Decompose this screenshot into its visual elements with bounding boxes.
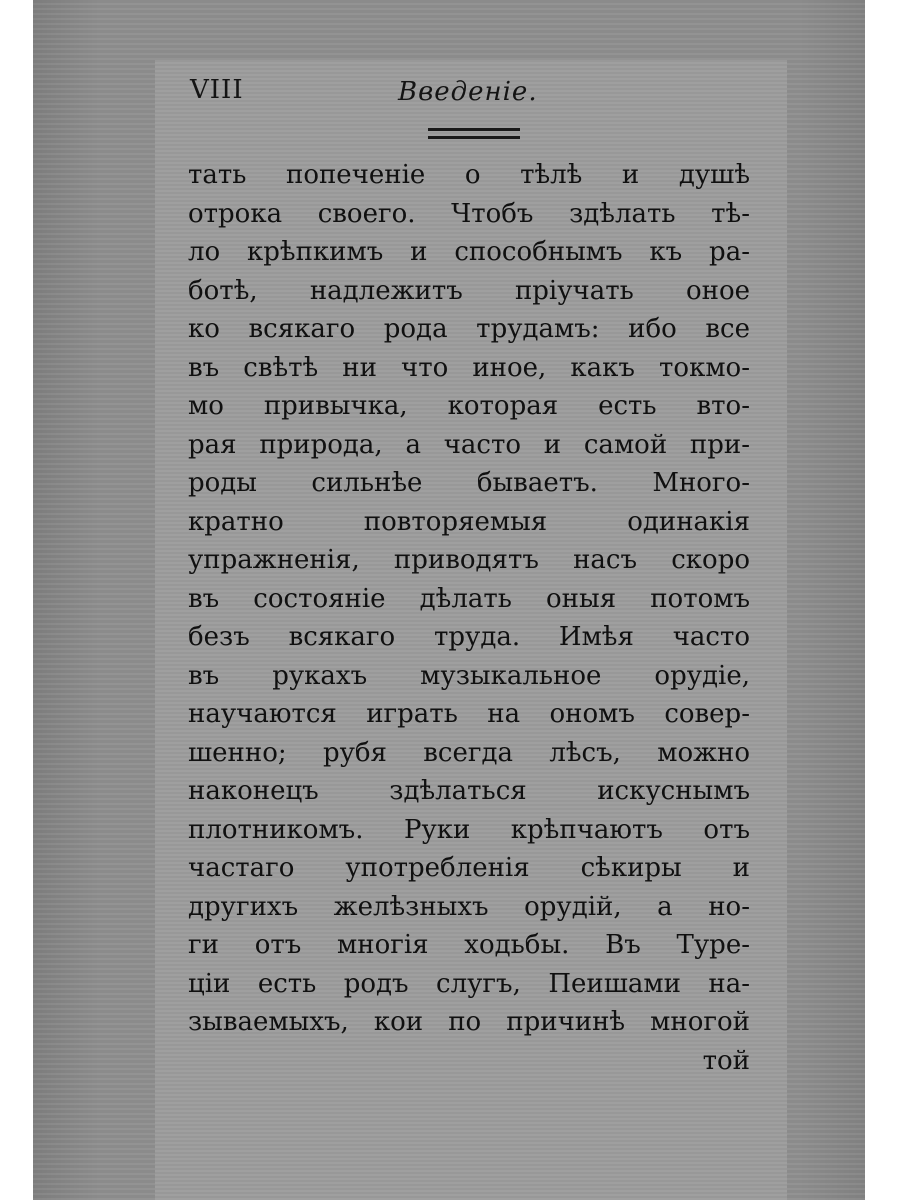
text-line: другихъ желѣзныхъ орудій, а но- [188,891,750,922]
text-line: упражненія, приводятъ насъ скоро [188,545,750,575]
text-line: ко всякаго рода трудамъ: ибо все [188,314,750,344]
text-line: зываемыхъ, кои по причинѣ многой [188,1007,750,1037]
catchword: той [702,1045,750,1076]
text-line: безъ всякаго труда. Имѣя часто [188,622,750,652]
text-line: ло крѣпкимъ и способнымъ къ ра- [188,237,750,267]
text-line: въ свѣтѣ ни что иное, какъ токмо- [188,352,750,383]
text-line: ботѣ, надлежитъ пріучать оное [188,275,750,306]
header-rule-top [428,128,520,131]
text-line: въ рукахъ музыкальное орудіе, [188,660,750,691]
text-line: рая природа, а часто и самой при- [188,429,750,460]
text-line: тать попеченіе о тѣлѣ и душѣ [188,160,750,190]
text-line: шенно; рубя всегда лѣсъ, можно [188,737,750,768]
text-line: научаются играть на ономъ совер- [188,699,750,729]
text-line: частаго употребленія сѣкиры и [188,853,750,883]
header-rule-bottom [428,136,520,139]
text-line: наконецъ здѣлаться искуснымъ [188,776,750,806]
text-line: отрока своего. Чтобъ здѣлать тѣ- [188,198,750,229]
body-text [188,156,750,1080]
text-line: плотникомъ. Руки крѣпчаютъ отъ [188,814,750,845]
text-line: въ состояніе дѣлать оныя потомъ [188,583,750,614]
page-number: VIII [190,75,244,105]
text-line: роды сильнѣе бываетъ. Много- [188,468,750,498]
text-line: мо привычка, которая есть вто- [188,391,750,421]
text-line: кратно повторяемыя одинакія [188,506,750,537]
text-line: ги отъ многія ходьбы. Въ Туре- [188,930,750,960]
running-head: Введеніе. [398,77,538,107]
text-line: ціи есть родъ слугъ, Пеишами на- [188,968,750,999]
